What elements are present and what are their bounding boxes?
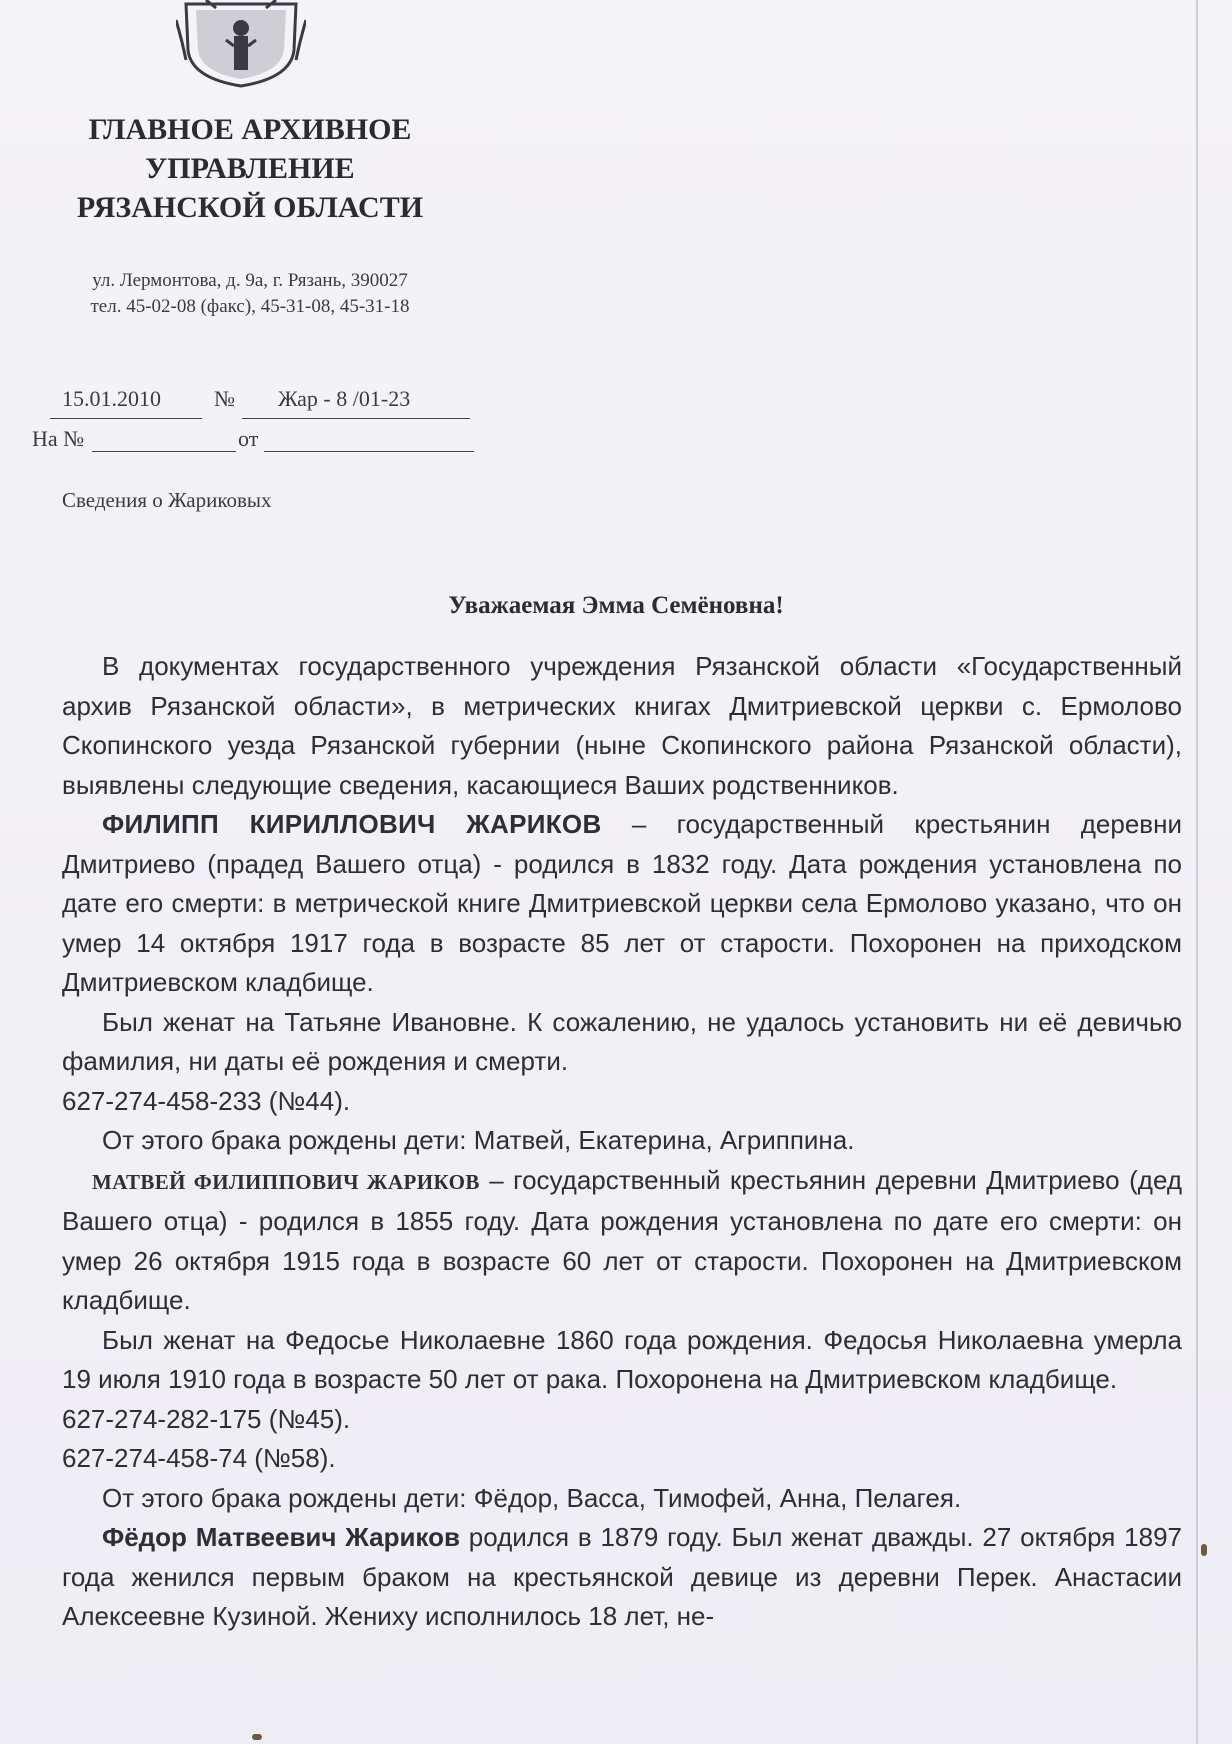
address: ул. Лермонтова, д. 9а, г. Рязань, 390027: [92, 270, 408, 291]
from-label: от: [238, 426, 259, 451]
paragraph-children: От этого брака рождены дети: Матвей, Екатерина, Агриппина.: [102, 1125, 855, 1155]
paragraph-text: – государственный крестьянин деревни Дмитриево (прадед Вашего отца) - родился в 1832 году. Дата рождения установлена по дате его смерти: в метрической книге Дмитриевской церкви села Ермолово указано, что он умер 14 октября 1917 года в возрасте 85 лет от старости. Похоронен на приходском Дмитриевском кладбище.: [62, 809, 1182, 997]
scan-speck: [1201, 1544, 1207, 1556]
in-reply-underline: [92, 451, 236, 452]
org-line-2: УПРАВЛЕНИЕ: [145, 152, 355, 185]
archive-reference: 627-274-458-233 (№44).: [62, 1085, 351, 1116]
archive-reference: 627-274-282-175 (№45).: [62, 1403, 351, 1434]
person-name: МАТВЕЙ ФИЛИППОВИЧ ЖАРИКОВ: [92, 1169, 480, 1194]
number-label: №: [214, 386, 235, 411]
paragraph-text: родился в 1879 году. Был женат дважды. 27 октября 1897 года женился первым браком на крестьянской девице из деревни Перек. Анастасии Алексеевне Кузиной. Жениху исполнилось 18 лет, не-: [62, 1522, 1183, 1631]
coat-of-arms-icon: [176, 0, 306, 88]
letter-body: [62, 647, 1182, 1637]
paragraph-filipp: [62, 805, 1182, 1003]
letter-date: 15.01.2010: [62, 386, 161, 411]
archive-reference: 627-274-458-74 (№58).: [62, 1443, 336, 1473]
paragraph-wife-tatyana: Был женат на Татьяне Ивановне. К сожалению, не удалось установить ни её девичью фамилия, ни даты её рождения и смерти.: [62, 1006, 1182, 1076]
greeting: Уважаемая Эмма Семёновна!: [448, 592, 784, 619]
page-edge: [1196, 0, 1198, 1744]
letter-number: Жар - 8 /01-23: [278, 386, 411, 411]
organization-contacts: [40, 268, 460, 320]
person-name: ФИЛИПП КИРИЛЛОВИЧ ЖАРИКОВ: [102, 809, 602, 839]
number-underline: [242, 418, 470, 419]
paragraph-children: От этого брака рождены дети: Фёдор, Васса, Тимофей, Анна, Пелагея.: [102, 1482, 962, 1513]
paragraph-intro: В документах государственного учреждения Рязанской области «Государственный архив Рязанской области», в метрических книгах Дмитриевской церкви с. Ермолово Скопинского уезда Рязанской губернии (ныне Скопинского района Рязанской области), выявлены следующие сведения, касающиеся Ваших родственников.: [62, 651, 1182, 800]
date-underline: [50, 418, 202, 419]
person-name: Фёдор Матвеевич Жариков: [102, 1522, 460, 1552]
organization-name: [40, 110, 460, 227]
org-line-3: РЯЗАНСКОЙ ОБЛАСТИ: [76, 191, 424, 224]
org-line-1: ГЛАВНОЕ АРХИВНОЕ: [88, 113, 412, 146]
letter-subject: Сведения о Жариковых: [62, 488, 272, 512]
paragraph-text: – государственный крестьянин деревни Дмитриево (дед Вашего отца) - родился в 1855 году. Дата рождения установлена по дате его смерти: он умер 26 октября 1915 года в возрасте 60 лет от старости. Похоронен на Дмитриевском кладбище.: [62, 1164, 1182, 1315]
scan-speck: [252, 1734, 262, 1740]
in-reply-label: На №: [32, 426, 85, 451]
from-underline: [264, 451, 474, 452]
paragraph-wife-fedosya: Был женат на Федосье Николаевне 1860 года рождения. Федосья Николаевна умерла 19 июля 1910 года в возрасте 50 лет от рака. Похоронена на Дмитриевском кладбище.: [62, 1324, 1182, 1394]
paragraph-fedor: [62, 1518, 1182, 1637]
phones: тел. 45-02-08 (факс), 45-31-08, 45-31-18: [90, 296, 410, 317]
paragraph-matvey: [62, 1161, 1182, 1321]
